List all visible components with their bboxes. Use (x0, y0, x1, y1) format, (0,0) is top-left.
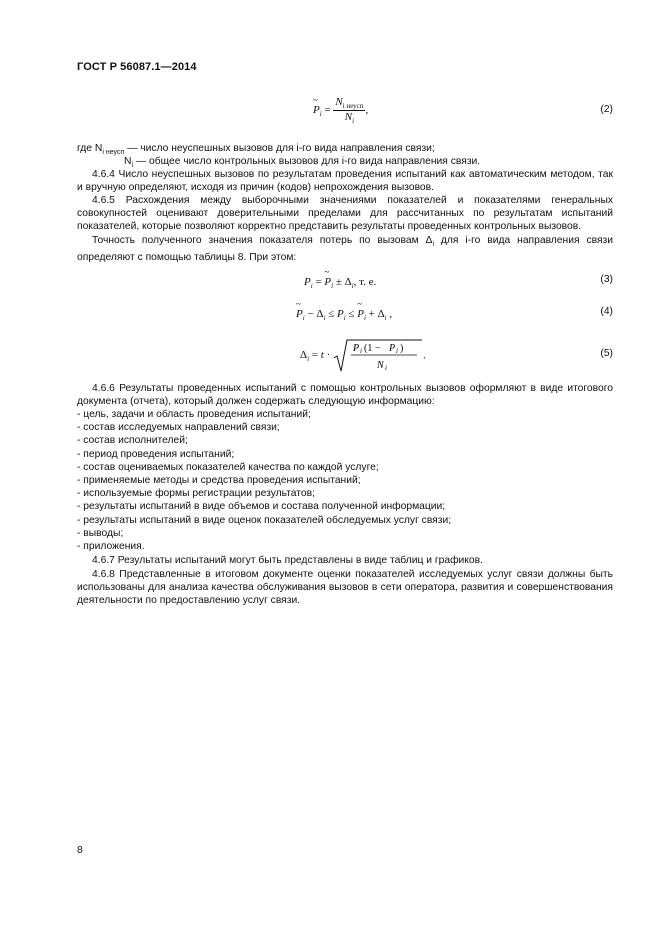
svg-text:(1 −: (1 − (363, 343, 381, 354)
paragraph-4-6-5: 4.6.5 Расхождения между выборочными значениями показателей и показателями генеральных совокупностей оценивают доверительными пределами для рассчитанных по результатам испытаний показателей, которые позволяют корректно представить результаты проведенных контрольных вызовов. (77, 195, 613, 233)
list-item: - цель, задачи и область проведения испытаний; (77, 409, 311, 420)
list-item: - состав исследуемых направлений связи; (77, 422, 280, 434)
paragraph-accuracy: Точность полученного значения показателя потерь по вызовам $\Delta_i$ для i-го вида направления связи определяют с помощью таблицы 8. При этом: (77, 235, 614, 264)
svg-text:): ) (399, 343, 404, 354)
document-header: ГОСТ Р 56087.1—2014 (77, 61, 197, 73)
list-item: - результаты испытаний в виде объемов и состава полученной информации; (77, 501, 446, 513)
paragraph-4-6-7: 4.6.7 Результаты испытаний могут быть представлены в виде таблиц и графиков. (92, 555, 483, 566)
page-number: 8 (77, 845, 83, 856)
where-line-1: где $N_{i неусп}$ — число неуспешных вызовов для i-го вида направления связи; (77, 143, 435, 156)
list-item: - состав оцениваемых показателей качества по каждой услуге; (77, 461, 379, 473)
equation-number-3: (3) (600, 274, 613, 285)
list-item: - период проведения испытаний; (77, 448, 235, 460)
formula-5: $\Delta_i = t$ · P i (1 − P i ) N i . (300, 338, 426, 374)
report-contents-list (77, 408, 451, 553)
list-item: - приложения. (77, 541, 145, 553)
equation-number-5: (5) (600, 348, 613, 359)
svg-text:P: P (388, 343, 396, 354)
formula-3: $P_i$ = ~ $P_i \pm \Delta_i$, т. е. (304, 276, 376, 290)
list-item: - выводы; (77, 527, 124, 539)
paragraph-4-6-4: 4.6.4 Число неуспешных вызовов по результатам проведения испытаний как автоматическим методом, так и вручную определяют, исходя из причин (кодов) непрохождения вызовов. (77, 169, 613, 194)
formula-4: ~ $P_i - \Delta_i \le P_i$ ≤ ~ $P_i + \Delta_i$ , (296, 308, 392, 322)
list-item: - состав исполнителей; (77, 435, 188, 447)
svg-text:i: i (384, 364, 387, 372)
svg-text:N: N (376, 360, 384, 371)
list-item: - применяемые методы и средства проведения испытаний; (77, 475, 361, 487)
paragraph-4-6-6: 4.6.6 Результаты проведенных испытаний с помощью контрольных вызовов оформляют в виде итогового документа (отчета), который должен содержать следующую информацию: (77, 383, 613, 408)
list-item: - используемые формы регистрации результатов; (77, 488, 315, 500)
equation-number-4: (4) (600, 306, 613, 317)
svg-text:i: i (359, 347, 362, 355)
equation-number-2: (2) (600, 104, 613, 115)
paragraph-4-6-8: 4.6.8 Представленные в итоговом документе оценки показателей исследуемых услуг связи должны быть использованы для анализа качества обслуживания вызовов в сети оператора, развития и совершенствования деятельности по предоставлению услуг связи. (77, 569, 613, 607)
svg-text:P: P (352, 343, 360, 354)
formula-2: ~ $P_i$ = $\frac{N_{i неусп}}{N_i}$ , (313, 96, 368, 125)
list-item: - результаты испытаний в виде оценок показателей обследуемых услуг связи; (77, 514, 452, 526)
where-line-2: $N_i$ — общее число контрольных вызовов для i-го вида направления связи. (124, 156, 481, 169)
svg-text:i: i (395, 347, 398, 355)
